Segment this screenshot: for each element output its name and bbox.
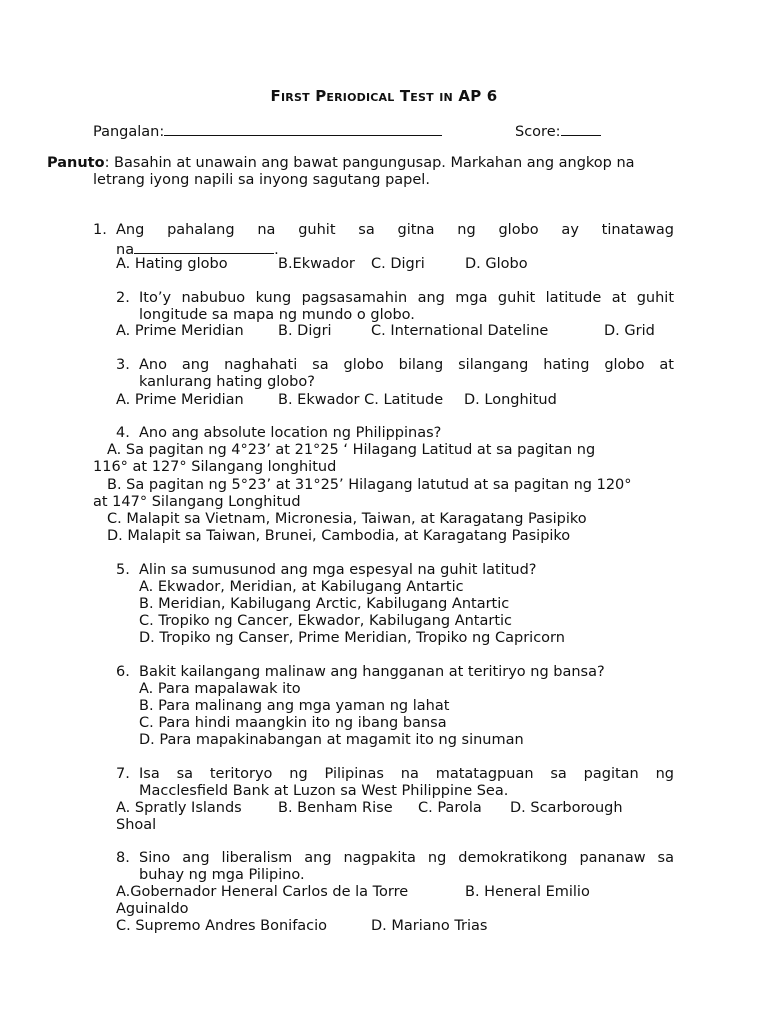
- choice-d: D. Longhitud: [464, 392, 557, 408]
- question-number: 7.: [116, 766, 130, 782]
- choice-b: B. Benham Rise: [278, 800, 393, 816]
- question-text-line-2: longitude sa mapa ng mundo o globo.: [139, 307, 415, 323]
- question-text: Ano ang naghahati sa globo bilang silangang hating globo at: [139, 357, 674, 373]
- instructions-text: : Basahin at unawain ang bawat pangungusap. Markahan ang angkop na: [104, 155, 635, 171]
- question-text: Ano ang absolute location ng Philippinas?: [139, 425, 442, 441]
- choice-c: C. Para hindi maangkin ito ng ibang bansa: [139, 715, 447, 731]
- question-number: 4.: [116, 425, 130, 441]
- choice-b-c: B. Ekwador C. Latitude: [278, 392, 444, 408]
- question-text-suffix: .: [274, 242, 279, 258]
- question-text: Ito’y nabubuo kung pagsasamahin ang mga guhit latitude at guhit: [139, 290, 674, 306]
- question-text: Bakit kailangang malinaw ang hangganan at teritiryo ng bansa?: [139, 664, 605, 680]
- choice-a: A. Prime Meridian: [116, 392, 244, 408]
- question-text-prefix: na: [116, 242, 135, 258]
- instructions-line-2: letrang iyong napili sa inyong sagutang papel.: [93, 172, 430, 188]
- question-text-line-2: Macclesfield Bank at Luzon sa West Philippine Sea.: [139, 783, 509, 799]
- choice-a: A.Gobernador Heneral Carlos de la Torre: [116, 884, 409, 900]
- choice-d: D. Tropiko ng Canser, Prime Meridian, Tropiko ng Capricorn: [139, 630, 565, 646]
- score-blank: [561, 121, 601, 136]
- choice-d: D. Mariano Trias: [371, 918, 488, 934]
- question-text: Alin sa sumusunod ang mga espesyal na guhit latitud?: [139, 562, 537, 578]
- choice-a: A. Hating globo: [116, 256, 228, 272]
- answer-blank: [134, 239, 274, 254]
- score-field: [515, 121, 601, 141]
- choice-d: D. Para mapakinabangan at magamit ito ng sinuman: [139, 732, 524, 748]
- choice-a: A. Ekwador, Meridian, at Kabilugang Antartic: [139, 579, 464, 595]
- choice-b: B. Meridian, Kabilugang Arctic, Kabilugang Antartic: [139, 596, 510, 612]
- choice-d: D. Grid: [604, 323, 655, 339]
- question-number: 3.: [116, 357, 130, 373]
- question-number: 1.: [93, 222, 107, 238]
- choice-d: D. Malapit sa Taiwan, Brunei, Cambodia, at Karagatang Pasipiko: [107, 528, 571, 544]
- choice-b: B. Digri: [278, 323, 332, 339]
- question-number: 8.: [116, 850, 130, 866]
- name-label: Pangalan:: [93, 124, 165, 140]
- choice-b: B. Para malinang ang mga yaman ng lahat: [139, 698, 450, 714]
- choice-c: C. Tropiko ng Cancer, Ekwador, Kabilugang Antartic: [139, 613, 513, 629]
- choice-c: C. International Dateline: [371, 323, 549, 339]
- choice-d: D. Globo: [465, 256, 528, 272]
- choice-b: B. Sa pagitan ng 5°23’ at 31°25’ Hilagang latutud at sa pagitan ng 120°: [107, 477, 632, 493]
- choice-c: C. Digri: [371, 256, 425, 272]
- question-number: 5.: [116, 562, 130, 578]
- page-title: First Periodical Test in AP 6: [270, 87, 498, 105]
- choice-a: A. Sa pagitan ng 4°23’ at 21°25 ‘ Hilagang Latitud at sa pagitan ng: [107, 442, 596, 458]
- choice-a: A. Para mapalawak ito: [139, 681, 301, 697]
- choice-b: B.Ekwador: [278, 256, 355, 272]
- instructions-label: Panuto: [47, 155, 105, 171]
- choice-a: A. Prime Meridian: [116, 323, 244, 339]
- question-number: 6.: [116, 664, 130, 680]
- choice-d-continued: Shoal: [116, 817, 157, 833]
- choice-a: A. Spratly Islands: [116, 800, 242, 816]
- question-text-line-2: kanlurang hating globo?: [139, 374, 315, 390]
- choice-d: D. Scarborough: [510, 800, 623, 816]
- question-number: 2.: [116, 290, 130, 306]
- choice-a-continued: 116° at 127° Silangang longhitud: [93, 459, 337, 475]
- name-blank: [164, 121, 442, 136]
- question-text: Isa sa teritoryo ng Pilipinas na matatagpuan sa pagitan ng: [139, 766, 674, 782]
- question-text-line-2: buhay ng mga Pilipino.: [139, 867, 305, 883]
- instructions-line-1: [47, 155, 635, 172]
- name-field: [93, 121, 442, 141]
- choice-b: B. Heneral Emilio: [465, 884, 590, 900]
- choice-c: C. Malapit sa Vietnam, Micronesia, Taiwan, at Karagatang Pasipiko: [107, 511, 587, 527]
- question-text: Ang pahalang na guhit sa gitna ng globo ay tinatawag: [116, 222, 674, 238]
- choice-c: C. Parola: [418, 800, 482, 816]
- choice-b-continued: at 147° Silangang Longhitud: [93, 494, 301, 510]
- score-label: Score:: [515, 124, 561, 140]
- question-text: Sino ang liberalism ang nagpakita ng demokratikong pananaw sa: [139, 850, 674, 866]
- choice-c: C. Supremo Andres Bonifacio: [116, 918, 328, 934]
- choice-b-continued: Aguinaldo: [116, 901, 189, 917]
